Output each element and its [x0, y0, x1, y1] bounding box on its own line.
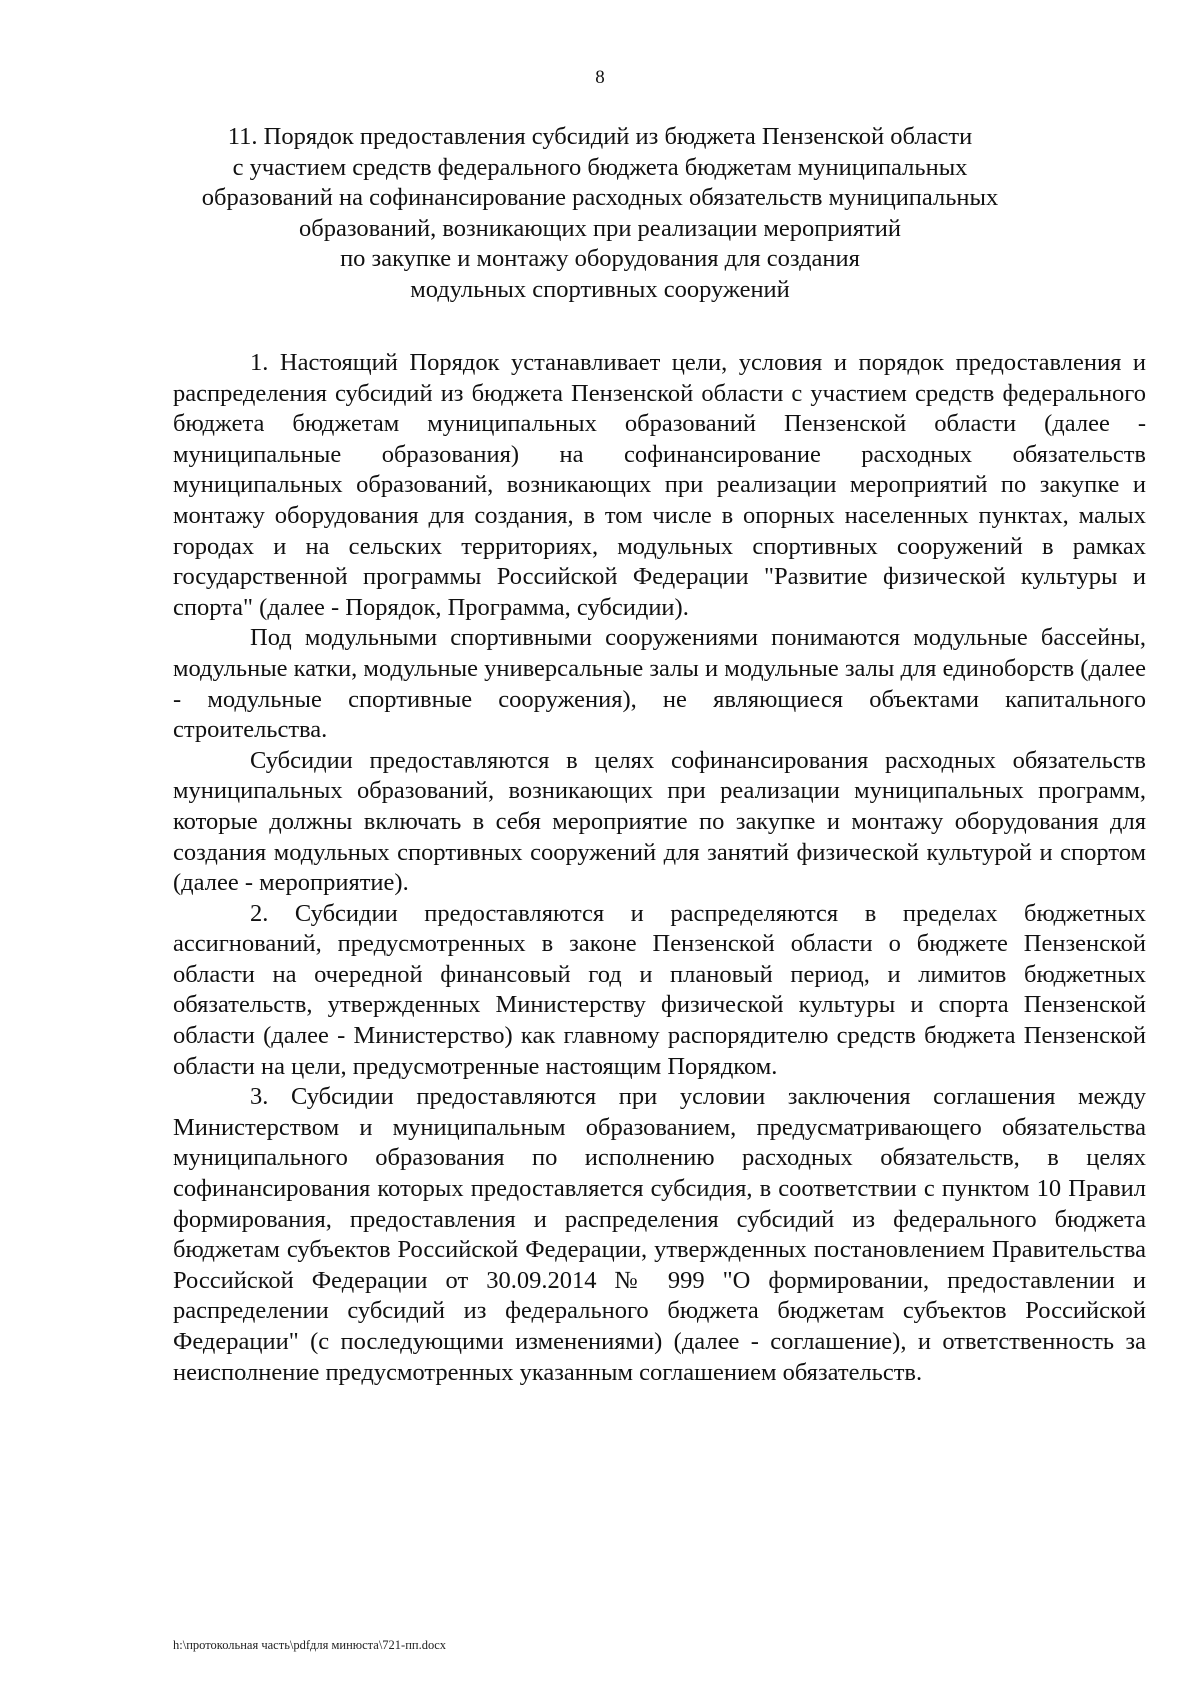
- section-title-line: модульных спортивных сооружений: [410, 275, 790, 303]
- paragraph-2: 2. Субсидии предоставляются и распределяются в пределах бюджетных ассигнований, предусмотренных в законе Пензенской области о бюджете Пензенской области на очередной финансовый год и плановый период, и лимитов бюджетных обязательств, утвержденных Министерству физической культуры и спорта Пензенской области (далее - Министерство) как главному распорядителю средств бюджета Пензенской области на цели, предусмотренные настоящим Порядком.: [173, 899, 1146, 1080]
- section-title-line: с участием средств федерального бюджета бюджетам муниципальных: [232, 153, 968, 181]
- paragraph-modular-facilities: Под модульными спортивными сооружениями понимаются модульные бассейны, модульные катки, модульные универсальные залы и модульные залы для единоборств (далее - модульные спортивные сооружения), не являющиеся объектами капитального строительства.: [173, 624, 1146, 744]
- section-title-line: 11. Порядок предоставления субсидий из бюджета Пензенской области: [227, 123, 973, 150]
- paragraph-3: 3. Субсидии предоставляются при условии заключения соглашения между Министерством и муниципальным образованием, предусматривающего обязательства муниципального образования по исполнению расходных обязательств, в целях софинансирования которых предоставляется субсидия, в соответствии с пунктом 10 Правил формирования, предоставления и распределения субсидий из федерального бюджета бюджетам субъектов Российской Федерации, утвержденных постановлением Правительства Российской Федерации от 30.09.2014 № 999 "О формировании, предоставлении и распределении субсидий из федерального бюджета бюджетам субъектов Российской Федерации" (с последующими изменениями) (далее - соглашение), и ответственность за неисполнение предусмотренных указанным соглашением обязательств.: [173, 1083, 1146, 1386]
- section-title-line: образований на софинансирование расходных обязательств муниципальных: [201, 184, 999, 211]
- document-body: [173, 348, 1146, 1388]
- paragraph-subsidy-purpose: Субсидии предоставляются в целях софинансирования расходных обязательств муниципальных образований, возникающих при реализации муниципальных программ, которые должны включать в себя мероприятие по закупке и монтажу оборудования для создания модульных спортивных сооружений для занятий физической культурой и спортом (далее - мероприятие).: [173, 746, 1146, 897]
- section-title-line: по закупке и монтажу оборудования для создания: [340, 245, 860, 272]
- paragraph-1: 1. Настоящий Порядок устанавливает цели, условия и порядок предоставления и распределения субсидий из бюджета Пензенской области с участием средств федерального бюджета бюджетам муниципальных образований Пензенской области (далее - муниципальные образования) на софинансирование расходных обязательств муниципальных образований, возникающих при реализации мероприятий по закупке и монтажу оборудования для создания, в том числе в опорных населенных пунктах, малых городах и на сельских территориях, модульных спортивных сооружений в рамках государственной программы Российской Федерации "Развитие физической культуры и спорта" (далее - Порядок, Программа, субсидии).: [173, 349, 1146, 621]
- footer-file-path: h:\протокольная часть\pdfдля минюста\721-пп.docx: [173, 1638, 447, 1652]
- section-title: [150, 122, 1050, 305]
- section-title-line: образований, возникающих при реализации мероприятий: [299, 214, 901, 242]
- page-number: 8: [595, 67, 605, 88]
